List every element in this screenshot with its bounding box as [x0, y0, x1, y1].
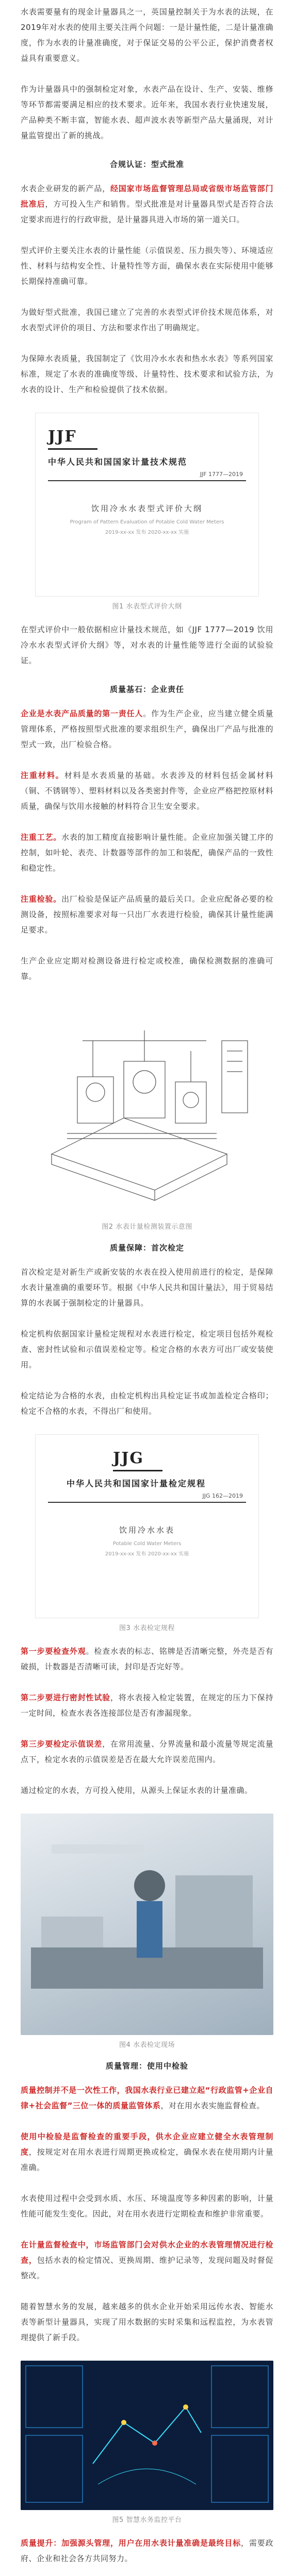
- section-heading: 质量保障：首次检定: [109, 1243, 184, 1252]
- text-span: 水表的加工精度直接影响计量性能。企业应加强关键工序的控制，如叶轮、表壳、计数器等部件的加工和装配，确保产品的一致性和稳定性。: [21, 833, 273, 873]
- highlight-text: 注重材料。: [21, 771, 64, 780]
- section4-paragraph-4: [21, 2237, 273, 2283]
- standard-title: 饮用冷水水表型式评价大纲: [91, 504, 203, 513]
- highlight-text: 质量提升：加强源头管理，用户在用水表计量准确是最终目标: [21, 2538, 241, 2548]
- standard-dates: 2019-xx-xx 发布 2020-xx-xx 实施: [105, 530, 189, 535]
- logo-underline: [113, 1470, 162, 1471]
- dashboard-image: [21, 2361, 273, 2510]
- jjf-logo: JJF: [48, 428, 77, 446]
- highlight-text: 注重工艺。: [21, 833, 62, 842]
- text-span: ，方可投入生产和销售。型式批准是对计量器具型式是否符合法定要求而进行的行政审批，是计量器具进入市场的第一道关口。: [21, 199, 273, 224]
- section1-paragraph-3: 为做好型式批准，我国已建立了完善的水表型式评价技术规范体系，对水表型式评价的项目、方法和要求作出了明确规定。: [21, 308, 273, 332]
- highlight-text: 在计量监督检查中，市场监管部门会对供水企业的水表管理情况进行检查，: [21, 2240, 273, 2265]
- section4-paragraph-5: 随着智慧水务的发展，越来越多的供水企业开始采用远传水表、智能水表等新型计量器具，实现了用水数据的实时采集和远程监控，为水表管理提供了新手段。: [21, 2302, 273, 2342]
- highlight-text: 第三步要检定示值误差: [21, 1739, 103, 1749]
- section2-paragraph-2: [21, 768, 273, 814]
- standard-org: 中华人民共和国国家计量技术规范: [48, 457, 188, 467]
- text-span: 水表的使用主要关注两个问题：一是计量性能，二是计量准确度，作为水表的计量准确度，对于保证交易的公平公正，保护消费者权益具有重要意义。: [21, 23, 273, 63]
- section4-paragraph-3: 水表使用过程中会受到水质、水压、环境温度等多种因素的影响，计量性能可能发生变化。因此，对在用水表进行定期检查和维护非常重要。: [21, 2194, 273, 2218]
- section3-paragraph-3: 检定结论为合格的水表，由检定机构出具检定证书或加盖检定合格印；检定不合格的水表，不得出厂和使用。: [21, 1391, 273, 1416]
- logo-underline: [48, 448, 97, 450]
- section5-paragraph-1: [21, 2535, 273, 2566]
- intro-paragraph-2: 作为计量器具中的强制检定对象，水表产品在设计、生产、安装、维修等环节都需要满足相应的技术要求。近年来，我国水表行业快速发展，产品种类不断丰富，智能水表、超声波水表等新型产品大量涌现，对计量监管提出了新的挑战。: [21, 84, 273, 140]
- standard-subtitle: Potable Cold Water Meters: [112, 1541, 182, 1547]
- section3b-paragraph-3: [21, 1736, 273, 1767]
- highlight-text: 注重检验。: [21, 894, 62, 904]
- meter-test-bench-diagram: [21, 999, 273, 1216]
- highlight-text: 企业是水表产品质量的第一责任人: [21, 709, 143, 718]
- text-span: 。作为生产企业，应当建立健全质量管理体系，严格按照型式批准的要求组织生产，确保出厂产品与批准的型式一致，出厂检验合格。: [21, 709, 273, 749]
- jjg-logo: JJG: [113, 1449, 144, 1467]
- section2-paragraph-1: [21, 706, 273, 752]
- highlight-text: 质量控制并不是一次性工作，我国水表行业已建立起“行政监管+企业自律+社会监督”三位一体的质量监管体系: [21, 2086, 273, 2110]
- section1-paragraph-4: 为保障水表质量，我国制定了《饮用冷水水表和热水水表》等系列国家标准，规定了水表的准确度等级、计量特性、技术要求和试验方法，为水表的设计、生产和检验提供了技术依据。: [21, 354, 273, 394]
- standard-dates: 2019-xx-xx 发布 2020-xx-xx 实施: [105, 1551, 189, 1557]
- test-bench-drawing: [21, 999, 273, 1216]
- standard-code: JJF 1777—2019: [200, 471, 243, 478]
- text-span: 包括水表的检定情况、更换周期、维护记录等，发现问题及时督促整改。: [21, 2256, 273, 2280]
- section-heading: 合规认证：型式批准: [109, 160, 184, 169]
- divider: [48, 480, 246, 481]
- section3b-paragraph-2: [21, 1690, 273, 1721]
- figure-caption: 图5 智慧水务监控平台: [112, 2516, 182, 2524]
- section4-paragraph-1: [21, 2082, 273, 2113]
- lab-photo: [21, 1814, 273, 2035]
- standard-title: 饮用冷水水表: [119, 1526, 175, 1535]
- section3b-paragraph-1: [21, 1643, 273, 1674]
- figure-caption: 图1 水表型式评价大纲: [112, 603, 182, 611]
- text-span: ，需要政府、企业和社会各方共同努力。: [21, 2538, 273, 2563]
- text-span: 。检查水表的标志、铭牌是否清晰完整，外壳是否有破损，计数器是否清晰可读，封印是否完好等。: [21, 1647, 273, 1671]
- text-span: ，按规定对在用水表进行周期更换或检定，确保水表在使用期内计量准确。: [21, 2147, 273, 2172]
- section4-paragraph-2: [21, 2129, 273, 2175]
- divider: [48, 1502, 246, 1503]
- highlight-text: 第一步要检查外观: [21, 1647, 86, 1656]
- section1-paragraph-2: 型式评价主要关注水表的计量性能（示值误差、压力损失等）、环境适应性、材料与结构安全性、计量特性等方面，确保水表在实际使用中能够长期保持准确可靠。: [21, 246, 273, 286]
- section3b-paragraph-4: 通过检定的水表，方可投入使用，从源头上保证水表的计量准确。: [21, 1786, 253, 1795]
- figure-caption: 图3 水表检定规程: [119, 1624, 175, 1632]
- text-span: ，将水表接入检定装置，在规定的压力下保持一定时间，检查水表各连接部位是否有渗漏现象。: [21, 1693, 273, 1718]
- lab-scene: [21, 1814, 273, 2035]
- section2-paragraph-3: [21, 829, 273, 876]
- section1-paragraph-1: [21, 181, 273, 227]
- figure-caption: 图2 水表计量检测装置示意图: [102, 1223, 192, 1231]
- section-heading: 质量管理：使用中检验: [105, 2061, 188, 2071]
- text-span: 水表需要量有的现金计量器具之一，英国量控制关于为水表的法规，在2019年对: [21, 7, 273, 32]
- highlight-text: 使用中检验是监督检查的重要手段，供水企业应建立健全水表管理制度: [21, 2132, 273, 2157]
- text-span: 材料是水表质量的基础。水表涉及的材料包括金属材料（铜、不锈钢等）、塑料材料以及各类密封件等，企业应严格把控原材料质量，确保与饮用水接触的材料符合卫生安全要求。: [21, 771, 273, 811]
- section-heading: 质量基石：企业责任: [109, 685, 184, 694]
- section2-intro: 在型式评价中一般依据相应计量技术规范，如《JJF 1777—2019 饮用冷水水表型式评价大纲》等，对水表的计量性能等进行全面的试验验证。: [21, 625, 273, 665]
- section2-paragraph-5: 生产企业应定期对检测设备进行检定或校准，确保检测数据的准确可靠。: [21, 956, 273, 981]
- dashboard-scene: [21, 2361, 273, 2510]
- section2-paragraph-4: [21, 891, 273, 938]
- standard-subtitle: Program of Pattern Evaluation of Potable Cold Water Meters: [70, 519, 224, 525]
- standard-org: 中华人民共和国国家计量检定规程: [67, 1479, 206, 1488]
- standard-cover-jjg: [35, 1434, 259, 1618]
- text-span: ，对在用水表实施监督检查。: [160, 2101, 265, 2110]
- highlight-text: 第二步要进行密封性试验: [21, 1693, 110, 1702]
- text-span: 出厂检验是保证产品质量的最后关口。企业应配备必要的检测设备，按照标准要求对每一只出厂水表进行检验，确保其计量性能满足要求。: [21, 894, 273, 935]
- section3-paragraph-1: 首次检定是对新生产或新安装的水表在投入使用前进行的检定，是保障水表计量准确的重要环节。根据《中华人民共和国计量法》，用于贸易结算的水表属于强制检定的计量器具。: [21, 1267, 273, 1308]
- section3-paragraph-2: 检定机构依据国家计量检定规程对水表进行检定，检定项目包括外观检查、密封性试验和示值误差检定等。检定合格的水表方可出厂或安装使用。: [21, 1329, 273, 1369]
- figure-caption: 图4 水表检定现场: [119, 2041, 175, 2049]
- intro-paragraph-1: [21, 4, 273, 66]
- standard-cover-jjf: [35, 413, 259, 597]
- text-span: ，在常用流量、分界流量和最小流量等规定流量点下，检定水表的示值误差是否在最大允许误差范围内。: [21, 1739, 273, 1764]
- text-span: 水表企业研发的新产品，: [21, 184, 110, 193]
- highlight-text: 经国家市场监督管理总局或省级市场监管部门批准后: [21, 184, 273, 209]
- standard-code: JJG 162—2019: [202, 1493, 243, 1499]
